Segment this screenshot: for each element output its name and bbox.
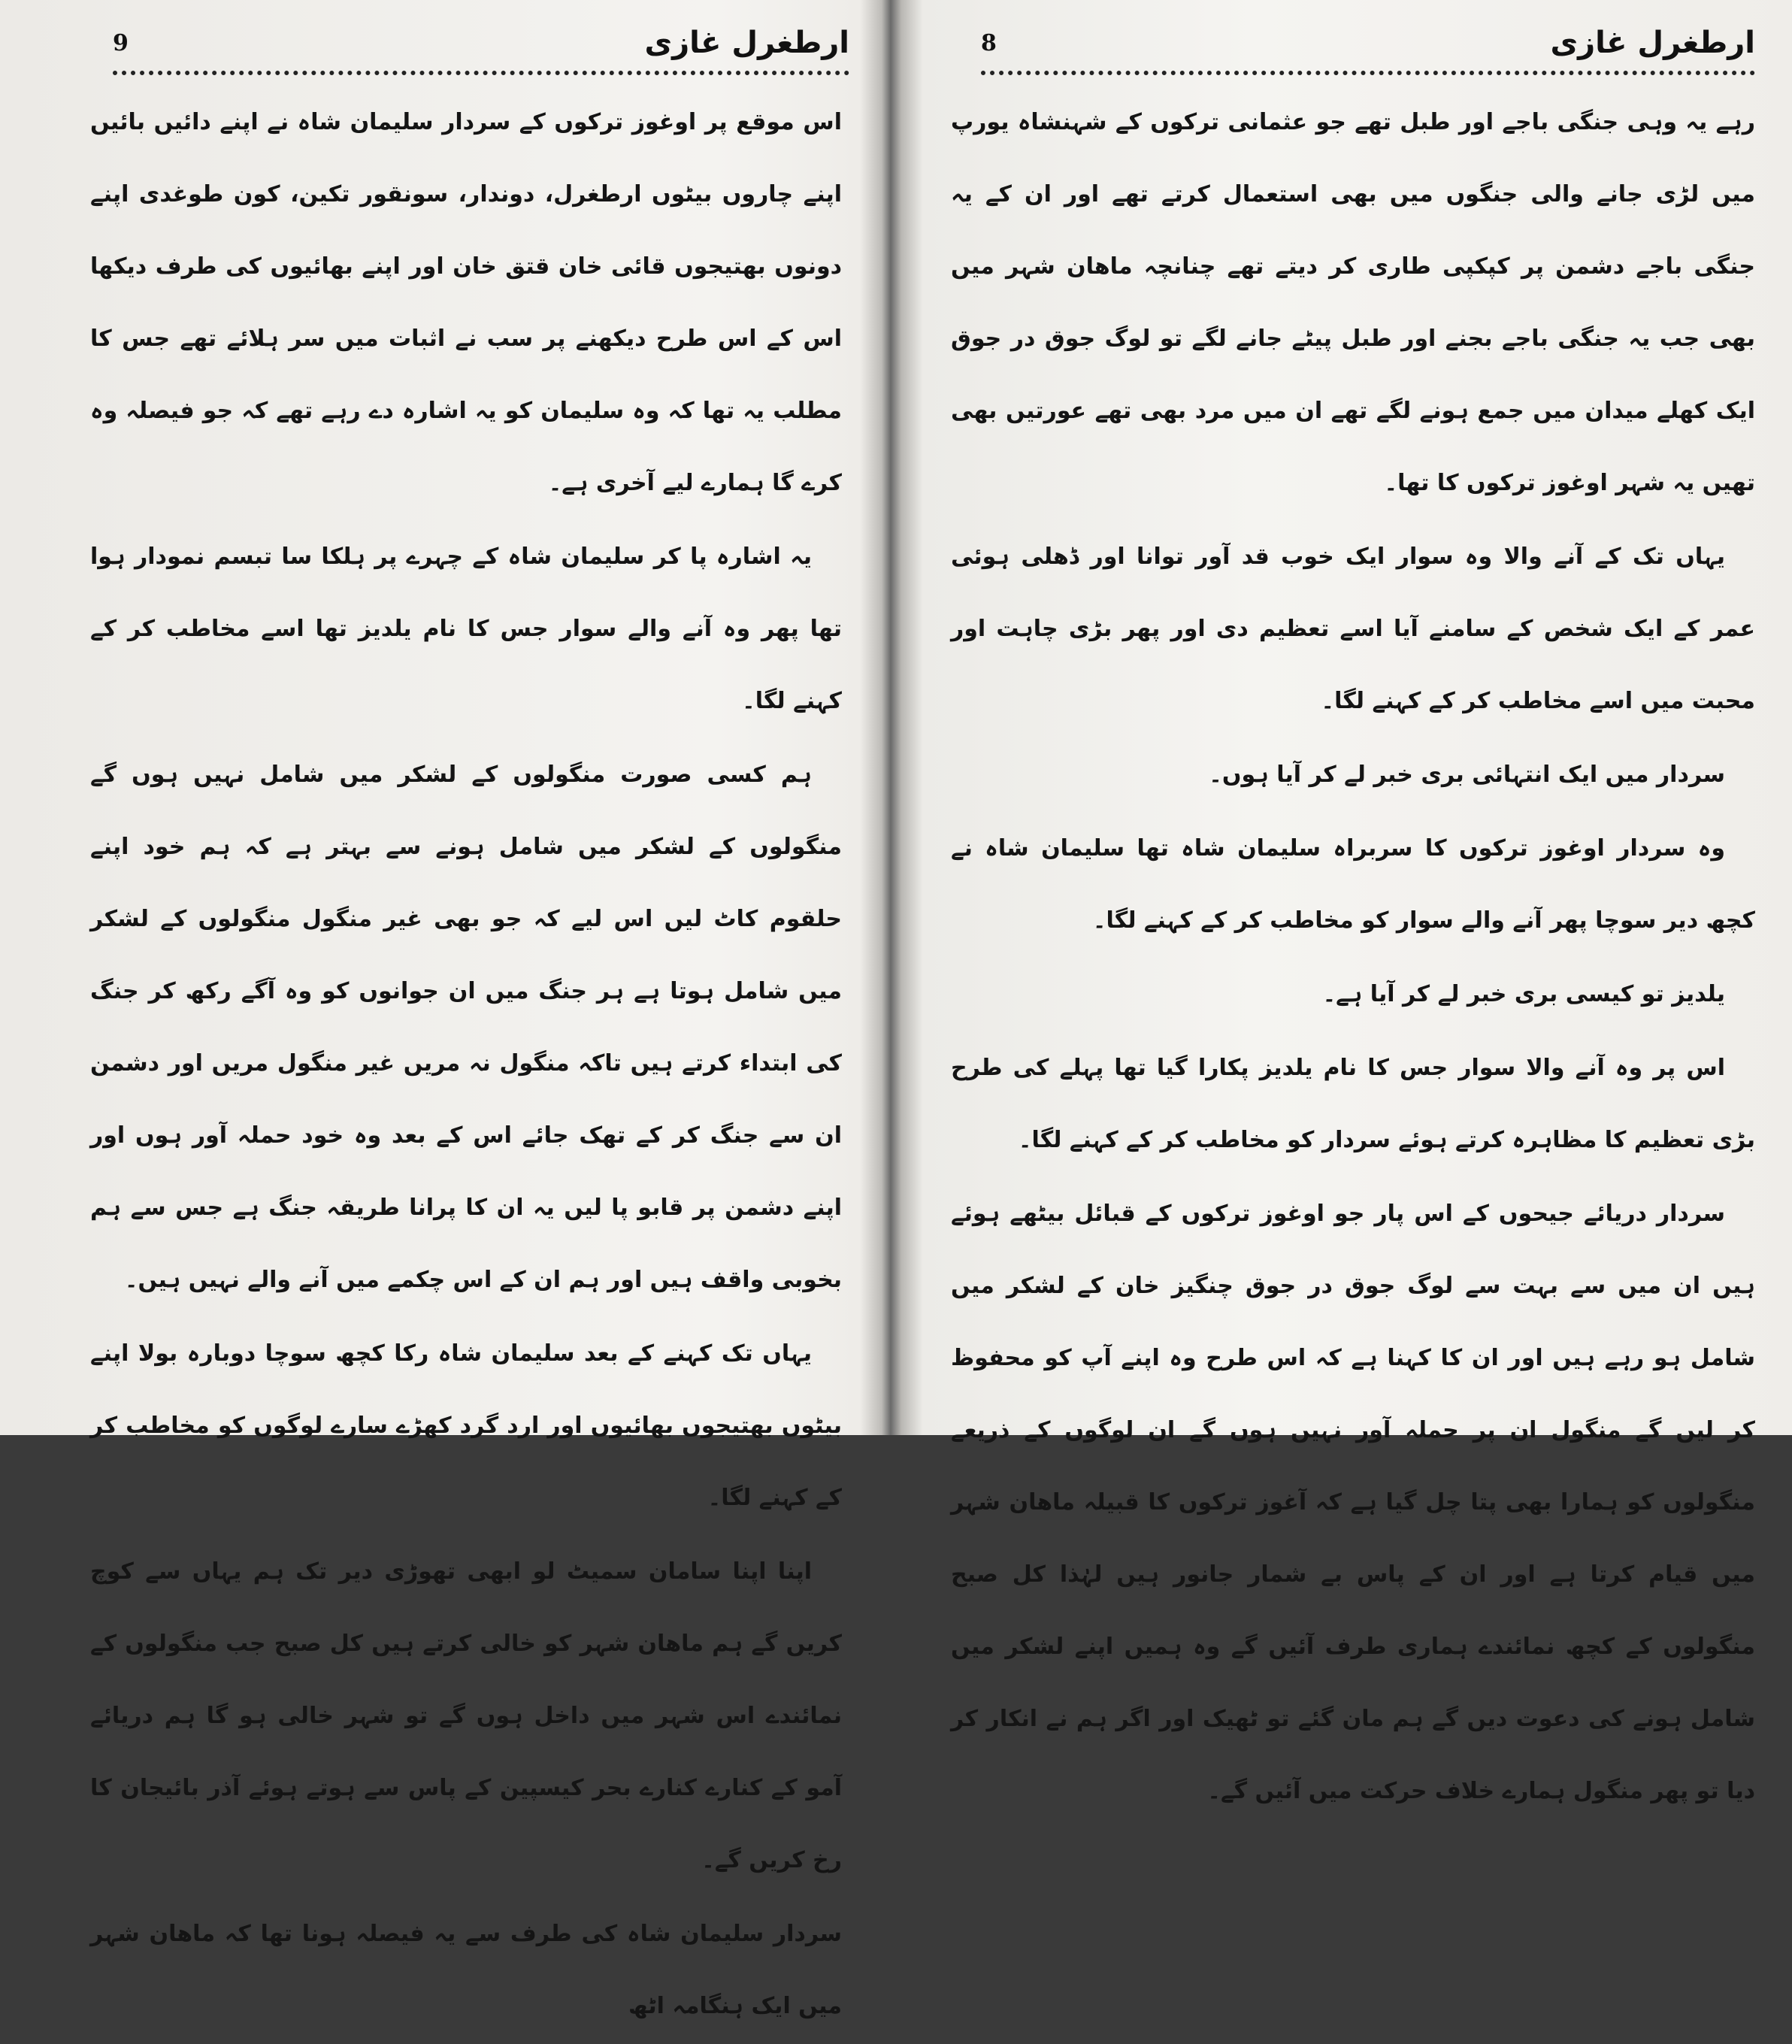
paragraph: سردار میں ایک انتہائی بری خبر لے کر آیا ہوں۔	[1209, 762, 1725, 788]
paragraph: سردار دریائے جیحوں کے اس پار جو اوغوز ترکوں کے قبائل بیٹھے ہوئے ہیں ان میں سے بہت سے لوگ جوق در جوق چنگیز خان کے لشکر میں شامل ہو رہے ہیں اور ان کا کہنا ہے کہ اس طرح وہ اپنے آپ کو محفوظ کر لیں گے منگول ان پر حملہ آور نہیں ہوں گے ان لوگوں کے ذریعے منگولوں کو ہمارا بھی پتا چل گیا ہے کہ آغوز ترکوں کا قبیلہ ماھان شہر میں قیام کرتا ہے اور ان کے پاس بے شمار جانور ہیں لہٰذا کل صبح منگولوں کے کچھ نمائندے ہماری طرف آئیں گے وہ ہمیں اپنے لشکر میں شامل ہونے کی دعوت دیں گے ہم مان گئے تو ٹھیک اور اگر ہم نے انکار کر دیا تو پھر منگول ہمارے خلاف حرکت میں آئیں گے۔	[951, 1201, 1755, 1804]
paragraph: یہاں تک کہنے کے بعد سلیمان شاہ رکا کچھ سوچا دوبارہ بولا اپنے بیٹوں بھتیجوں بھائیوں اور ارد گرد کھڑے سارے لوگوں کو مخاطب کر کے کہنے لگا۔	[90, 1340, 842, 1511]
page-header	[981, 17, 1755, 69]
paragraph: یہ اشارہ پا کر سلیمان شاہ کے چہرے پر ہلکا سا تبسم نمودار ہوا تھا پھر وہ آنے والے سوار جس کا نام یلدیز تھا اسے مخاطب کر کے کہنے لگا۔	[90, 544, 842, 714]
header-dotted-rule	[113, 71, 849, 75]
paragraph: رہے یہ وہی جنگی باجے اور طبل تھے جو عثمانی ترکوں کے شہنشاہ یورپ میں لڑی جانے والی جنگوں میں بھی استعمال کرتے تھے اور ان کے یہ جنگی باجے دشمن پر کپکپی طاری کر دیتے تھے چنانچہ ماھان شہر میں بھی جب یہ جنگی باجے بجنے اور طبل پیٹے جانے لگے تو لوگ جوق در جوق ایک کھلے میدان میں جمع ہونے لگے تھے ان میں مرد بھی تھے عورتیں بھی تھیں یہ شہر اوغوز ترکوں کا تھا۔	[951, 109, 1755, 496]
paragraph: وہ سردار اوغوز ترکوں کا سربراہ سلیمان شاہ تھا سلیمان شاہ نے کچھ دیر سوچا پھر آنے والے سوار کو مخاطب کر کے کہنے لگا۔	[951, 835, 1755, 934]
page-header	[113, 17, 849, 69]
running-title: ارطغرل غازی	[644, 26, 849, 60]
paragraph: سردار سلیمان شاہ کی طرف سے یہ فیصلہ ہونا تھا کہ ماھان شہر میں ایک ہنگامہ اٹھ	[90, 1921, 842, 2019]
page-number: 8	[981, 29, 997, 56]
paragraph: یہاں تک کے آنے والا وہ سوار ایک خوب قد آور توانا اور ڈھلی ہوئی عمر کے ایک شخص کے سامنے آیا اسے تعظیم دی اور پھر بڑی چاہت اور محبت میں اسے مخاطب کر کے کہنے لگا۔	[951, 544, 1755, 714]
running-title: ارطغرل غازی	[1550, 26, 1755, 60]
page-body	[90, 86, 842, 2044]
paragraph: ہم کسی صورت منگولوں کے لشکر میں شامل نہیں ہوں گے منگولوں کے لشکر میں شامل ہونے سے بہتر ہے کہ ہم خود اپنے حلقوم کاٹ لیں اس لیے کہ جو بھی غیر منگول منگولوں کے لشکر میں شامل ہوتا ہے ہر جنگ میں ان جوانوں کو وہ آگے رکھ کر جنگ کی ابتداء کرتے ہیں تاکہ منگول نہ مریں غیر منگول مریں اور دشمن ان سے جنگ کر کے تھک جائے اس کے بعد وہ خود حملہ آور ہوں اور اپنے دشمن پر قابو پا لیں یہ ان کا پرانا طریقہ جنگ ہے جس سے ہم بخوبی واقف ہیں اور ہم ان کے اس چکمے میں آنے والے نہیں ہیں۔	[90, 762, 842, 1293]
header-dotted-rule	[981, 71, 1755, 75]
paragraph: اپنا اپنا سامان سمیٹ لو ابھی تھوڑی دیر تک ہم یہاں سے کوچ کریں گے ہم ماھان شہر کو خالی کرتے ہیں کل صبح جب منگولوں کے نمائندے اس شہر میں داخل ہوں گے تو شہر خالی ہو گا ہم دریائے آمو کے کنارے کنارے بحر کیسپین کے پاس سے ہوتے ہوئے آذر بائیجان کا رخ کریں گے۔	[90, 1558, 842, 1873]
page-number: 9	[113, 29, 129, 56]
left-page	[0, 0, 879, 2019]
paragraph: اس پر وہ آنے والا سوار جس کا نام یلدیز پکارا گیا تھا پہلے کی طرح بڑی تعظیم کا مظاہرہ کرتے ہوئے سردار کو مخاطب کر کے کہنے لگا۔	[951, 1055, 1755, 1153]
paragraph: اس موقع پر اوغوز ترکوں کے سردار سلیمان شاہ نے اپنے دائیں بائیں اپنے چاروں بیٹوں ارطغرل، دوندار، سونقور تکین، کون طوغدی اپنے دونوں بھتیجوں قائی خان قتق خان اور اپنے بھائیوں کی طرف دیکھا اس کے اس طرح دیکھنے پر سب نے اثبات میں سر ہلائے تھے جس کا مطلب یہ تھا کہ وہ سلیمان کو یہ اشارہ دے رہے تھے کہ جو فیصلہ وہ کرے گا ہمارے لیے آخری ہے۔	[90, 109, 842, 496]
paragraph: یلدیز تو کیسی بری خبر لے کر آیا ہے۔	[1322, 981, 1725, 1007]
page-body	[951, 86, 1755, 1829]
right-page	[913, 0, 1792, 1804]
